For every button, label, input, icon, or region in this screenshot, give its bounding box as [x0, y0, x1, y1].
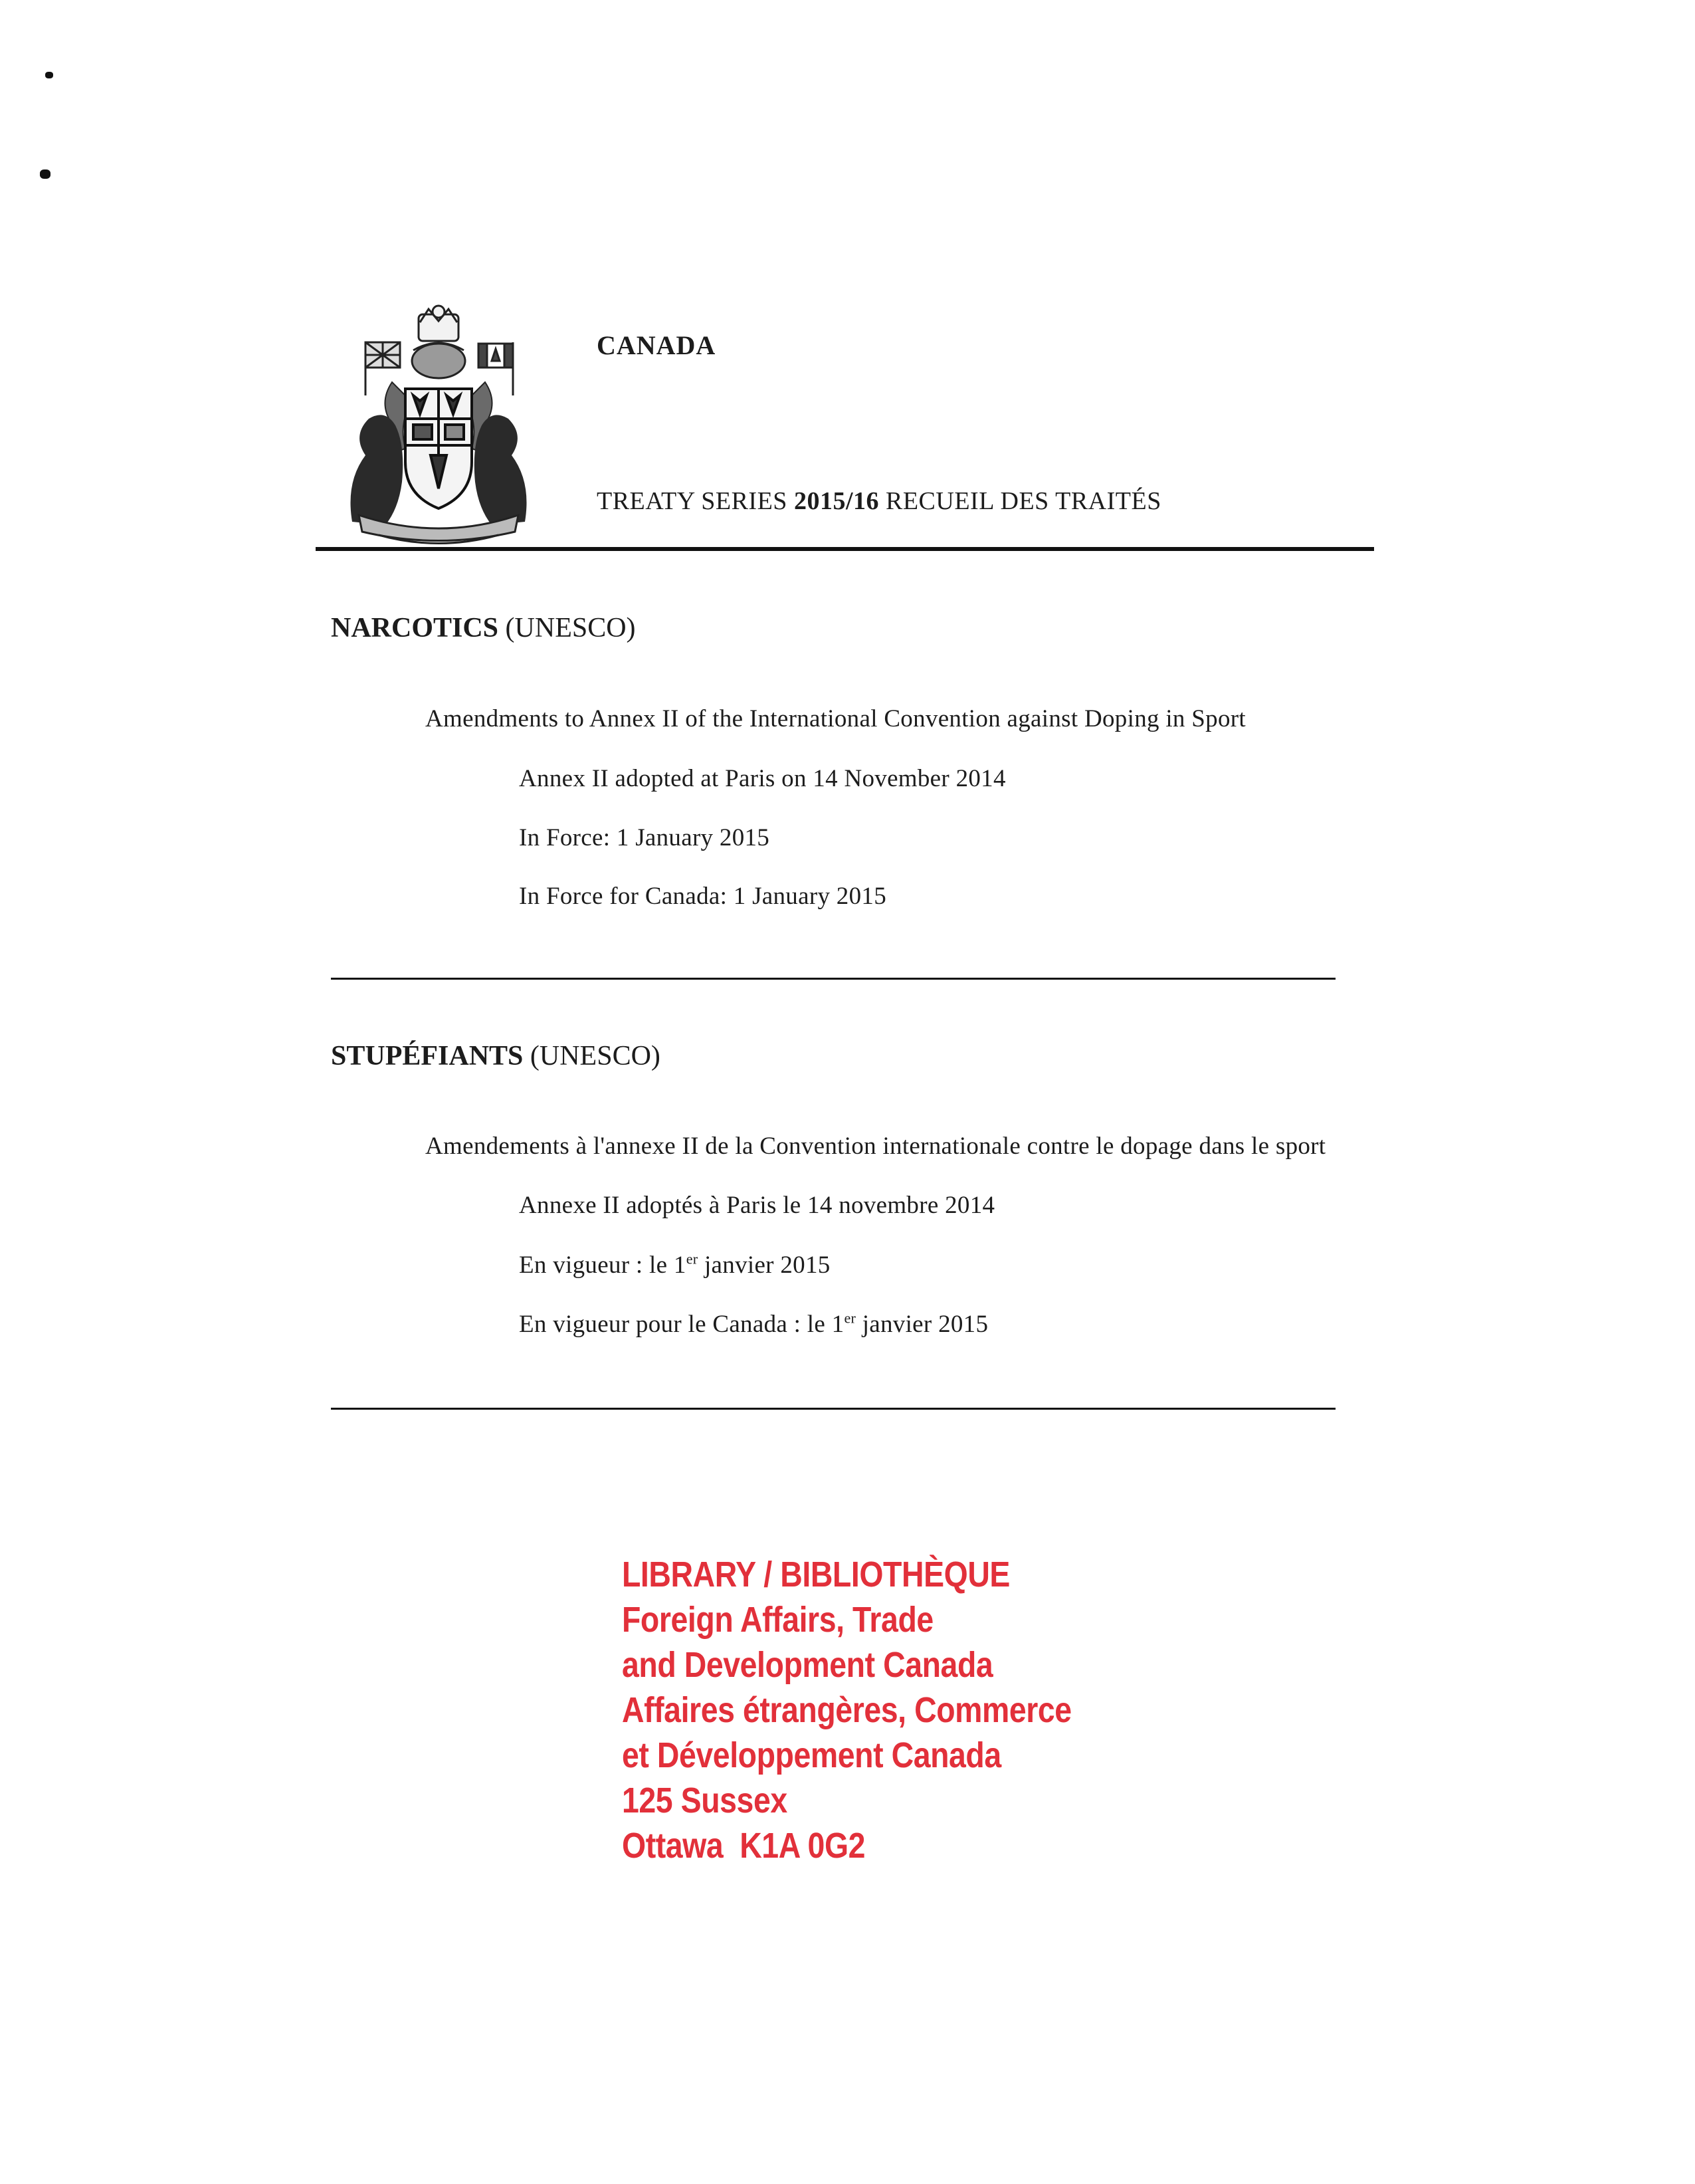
section-divider	[331, 1408, 1336, 1410]
library-stamp	[622, 1552, 1072, 1868]
stamp-line: Affaires étrangères, Commerce	[622, 1690, 1072, 1730]
english-subject-heading	[331, 612, 636, 644]
scan-speck	[40, 169, 50, 179]
english-in-force: In Force: 1 January 2015	[519, 824, 770, 851]
french-adopted: Annexe II adoptés à Paris le 14 novembre 2014	[519, 1192, 995, 1219]
english-subject: NARCOTICS	[331, 613, 499, 643]
stamp-line: and Development Canada	[622, 1645, 993, 1685]
stamp-line: 125 Sussex	[622, 1781, 787, 1820]
stamp-line: Foreign Affairs, Trade	[622, 1600, 934, 1640]
french-in-force-ordinal: er	[686, 1250, 698, 1267]
section-divider	[331, 978, 1336, 980]
series-number: 2015/16	[793, 487, 879, 515]
french-subject-heading	[331, 1040, 660, 1072]
french-in-force-canada-suffix: janvier 2015	[856, 1311, 989, 1338]
series-suffix: RECUEIL DES TRAITÉS	[886, 487, 1161, 515]
country-heading: CANADA	[597, 330, 716, 360]
english-organization: (UNESCO)	[505, 613, 636, 643]
coat-of-arms-of-canada-icon	[339, 302, 538, 545]
header-rule	[316, 547, 1374, 551]
english-in-force-canada: In Force for Canada: 1 January 2015	[519, 883, 886, 910]
french-title: Amendements à l'annexe II de la Convention internationale contre le dopage dans le sport	[425, 1133, 1326, 1160]
treaty-series-line	[597, 487, 1161, 516]
french-in-force-canada-prefix: En vigueur pour le Canada : le 1	[519, 1311, 845, 1338]
stamp-line: Ottawa K1A 0G2	[622, 1826, 866, 1866]
french-organization: (UNESCO)	[530, 1041, 660, 1071]
french-in-force-suffix: janvier 2015	[698, 1252, 831, 1279]
french-in-force-canada	[519, 1310, 988, 1339]
scan-speck	[45, 72, 53, 78]
french-in-force	[519, 1251, 831, 1279]
english-adopted: Annex II adopted at Paris on 14 November 2014	[519, 765, 1006, 792]
french-subject: STUPÉFIANTS	[331, 1041, 524, 1071]
stamp-line: LIBRARY / BIBLIOTHÈQUE	[622, 1555, 1010, 1594]
series-prefix: TREATY SERIES	[597, 487, 787, 515]
french-in-force-prefix: En vigueur : le 1	[519, 1252, 686, 1279]
english-title: Amendments to Annex II of the International Convention against Doping in Sport	[425, 705, 1246, 732]
stamp-line: et Développement Canada	[622, 1735, 1001, 1775]
french-in-force-canada-ordinal: er	[844, 1309, 856, 1327]
